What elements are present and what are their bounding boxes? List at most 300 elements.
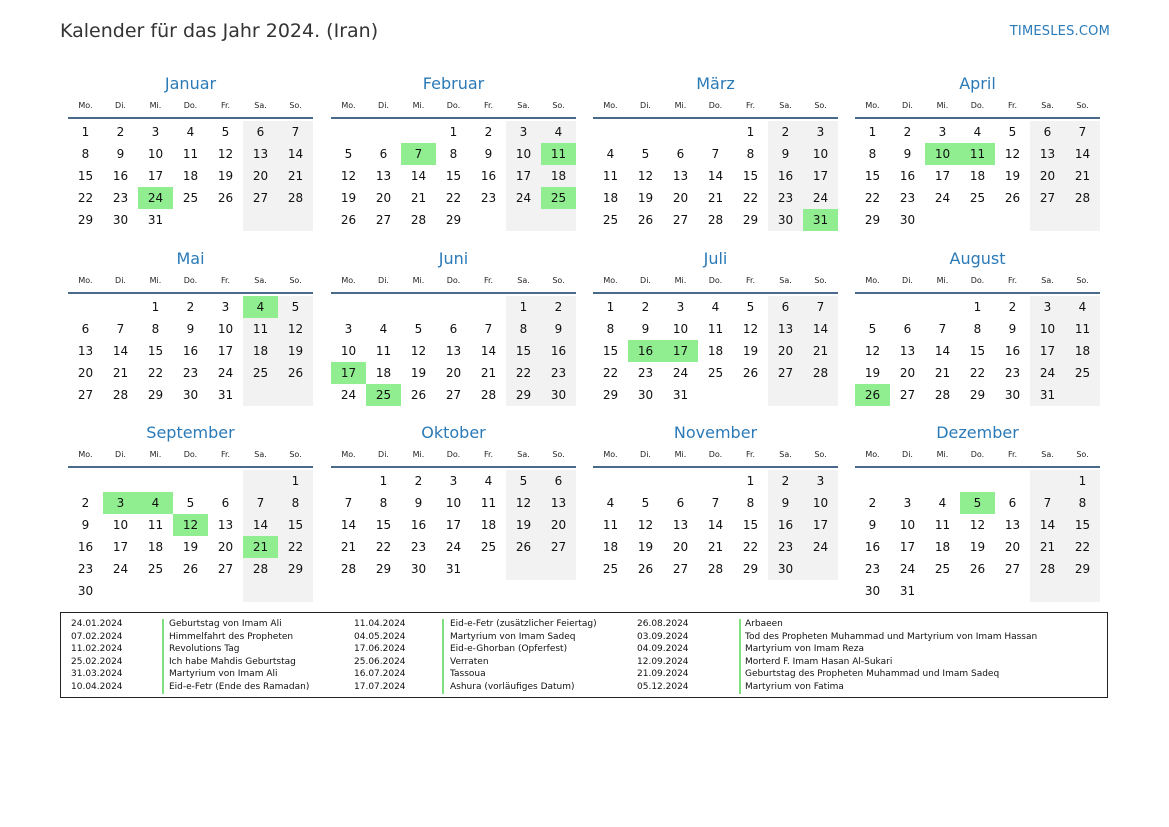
day-cell[interactable]: 7 [711, 496, 720, 510]
day-cell[interactable]: 1 [379, 474, 388, 488]
day-cell[interactable]: 30 [768, 558, 803, 580]
day-cell[interactable]: 5 [344, 147, 353, 161]
day-cell[interactable]: 11 [934, 518, 951, 532]
day-cell[interactable]: 10 [217, 322, 234, 336]
day-cell[interactable]: 2 [768, 121, 803, 143]
day-cell[interactable]: 29 [602, 388, 619, 402]
day-cell[interactable]: 28 [112, 388, 129, 402]
day-cell[interactable]: 29 [147, 388, 164, 402]
day-cell[interactable]: 21 [707, 191, 724, 205]
day-cell[interactable]: 8 [379, 496, 388, 510]
day-cell[interactable]: 2 [186, 300, 195, 314]
day-cell[interactable]: 8 [746, 496, 755, 510]
day-cell[interactable]: 14 [112, 344, 129, 358]
day-cell[interactable]: 3 [803, 470, 838, 492]
day-cell[interactable]: 7 [938, 322, 947, 336]
day-cell[interactable]: 7 [711, 147, 720, 161]
day-cell[interactable]: 18 [707, 344, 724, 358]
day-cell[interactable]: 28 [1030, 558, 1065, 580]
day-cell[interactable]: 21 [278, 165, 313, 187]
day-cell[interactable]: 30 [899, 213, 916, 227]
day-cell[interactable]: 13 [77, 344, 94, 358]
day-cell[interactable]: 7 [484, 322, 493, 336]
day-cell[interactable]: 14 [278, 143, 313, 165]
day-cell[interactable]: 9 [484, 147, 493, 161]
day-cell[interactable]: 2 [1008, 300, 1017, 314]
day-cell[interactable]: 9 [868, 518, 877, 532]
day-cell[interactable]: 19 [182, 540, 199, 554]
day-cell[interactable]: 6 [243, 121, 278, 143]
day-cell[interactable]: 26 [637, 562, 654, 576]
day-cell[interactable]: 1 [1065, 470, 1100, 492]
day-cell[interactable]: 26 [278, 362, 313, 384]
day-cell[interactable]: 22 [77, 191, 94, 205]
day-cell[interactable]: 1 [151, 300, 160, 314]
day-cell[interactable]: 3 [344, 322, 353, 336]
day-cell[interactable]: 4 [484, 474, 493, 488]
day-cell[interactable]: 3 [221, 300, 230, 314]
day-cell[interactable]: 13 [445, 344, 462, 358]
day-cell[interactable]: 26 [410, 388, 427, 402]
day-cell[interactable]: 19 [410, 366, 427, 380]
day-cell[interactable]: 4 [973, 125, 982, 139]
day-cell[interactable]: 6 [379, 147, 388, 161]
day-cell[interactable]: 9 [641, 322, 650, 336]
day-cell[interactable]: 15 [742, 518, 759, 532]
day-cell[interactable]: 24 [217, 366, 234, 380]
day-cell[interactable]: 31 [147, 213, 164, 227]
day-cell[interactable]: 9 [1008, 322, 1017, 336]
day-cell[interactable]: 8 [278, 492, 313, 514]
day-cell[interactable]: 2 [81, 496, 90, 510]
day-cell[interactable]: 3 [449, 474, 458, 488]
day-cell[interactable]: 16 [768, 165, 803, 187]
day-cell[interactable]: 19 [742, 344, 759, 358]
day-cell[interactable]: 30 [410, 562, 427, 576]
day-cell[interactable]: 20 [375, 191, 392, 205]
day-cell[interactable]: 4 [379, 322, 388, 336]
day-cell[interactable]: 30 [637, 388, 654, 402]
day-cell[interactable]: 20 [243, 165, 278, 187]
day-cell[interactable]: 3 [803, 121, 838, 143]
holiday-day-cell[interactable]: 11 [960, 143, 995, 165]
day-cell[interactable]: 27 [1030, 187, 1065, 209]
day-cell[interactable]: 5 [868, 322, 877, 336]
day-cell[interactable]: 7 [278, 121, 313, 143]
day-cell[interactable]: 28 [480, 388, 497, 402]
day-cell[interactable]: 12 [969, 518, 986, 532]
brand-link[interactable]: TIMESLES.COM [1009, 24, 1110, 39]
holiday-day-cell[interactable]: 21 [243, 536, 278, 558]
day-cell[interactable]: 21 [934, 366, 951, 380]
holiday-day-cell[interactable]: 11 [541, 143, 576, 165]
day-cell[interactable]: 30 [77, 584, 94, 598]
day-cell[interactable]: 11 [147, 518, 164, 532]
day-cell[interactable]: 6 [81, 322, 90, 336]
day-cell[interactable]: 13 [1030, 143, 1065, 165]
day-cell[interactable]: 21 [1030, 536, 1065, 558]
day-cell[interactable]: 31 [1030, 384, 1065, 406]
day-cell[interactable]: 28 [707, 213, 724, 227]
holiday-day-cell[interactable]: 17 [663, 340, 698, 362]
day-cell[interactable]: 10 [445, 496, 462, 510]
day-cell[interactable]: 5 [506, 470, 541, 492]
day-cell[interactable]: 6 [449, 322, 458, 336]
day-cell[interactable]: 22 [506, 362, 541, 384]
day-cell[interactable]: 14 [340, 518, 357, 532]
day-cell[interactable]: 26 [742, 366, 759, 380]
day-cell[interactable]: 28 [278, 187, 313, 209]
day-cell[interactable]: 24 [506, 187, 541, 209]
day-cell[interactable]: 3 [1030, 296, 1065, 318]
day-cell[interactable]: 1 [746, 474, 755, 488]
day-cell[interactable]: 19 [217, 169, 234, 183]
holiday-day-cell[interactable]: 26 [855, 384, 890, 406]
day-cell[interactable]: 24 [803, 187, 838, 209]
day-cell[interactable]: 21 [1065, 165, 1100, 187]
day-cell[interactable]: 24 [803, 536, 838, 558]
day-cell[interactable]: 2 [414, 474, 423, 488]
day-cell[interactable]: 18 [147, 540, 164, 554]
day-cell[interactable]: 14 [1030, 514, 1065, 536]
day-cell[interactable]: 1 [868, 125, 877, 139]
day-cell[interactable]: 1 [973, 300, 982, 314]
day-cell[interactable]: 2 [903, 125, 912, 139]
day-cell[interactable]: 17 [147, 169, 164, 183]
day-cell[interactable]: 27 [375, 213, 392, 227]
day-cell[interactable]: 18 [1065, 340, 1100, 362]
day-cell[interactable]: 10 [340, 344, 357, 358]
day-cell[interactable]: 20 [541, 514, 576, 536]
day-cell[interactable]: 6 [676, 147, 685, 161]
day-cell[interactable]: 16 [1004, 344, 1021, 358]
day-cell[interactable]: 4 [606, 496, 615, 510]
day-cell[interactable]: 31 [672, 388, 689, 402]
day-cell[interactable]: 13 [899, 344, 916, 358]
day-cell[interactable]: 23 [864, 562, 881, 576]
day-cell[interactable]: 8 [1065, 492, 1100, 514]
day-cell[interactable]: 11 [243, 318, 278, 340]
day-cell[interactable]: 28 [707, 562, 724, 576]
day-cell[interactable]: 4 [541, 121, 576, 143]
day-cell[interactable]: 20 [445, 366, 462, 380]
day-cell[interactable]: 12 [340, 169, 357, 183]
day-cell[interactable]: 13 [672, 518, 689, 532]
day-cell[interactable]: 22 [1065, 536, 1100, 558]
day-cell[interactable]: 12 [1004, 147, 1021, 161]
day-cell[interactable]: 13 [217, 518, 234, 532]
day-cell[interactable]: 16 [899, 169, 916, 183]
holiday-day-cell[interactable]: 12 [173, 514, 208, 536]
day-cell[interactable]: 1 [746, 125, 755, 139]
day-cell[interactable]: 17 [803, 165, 838, 187]
day-cell[interactable]: 21 [410, 191, 427, 205]
day-cell[interactable]: 30 [864, 584, 881, 598]
holiday-day-cell[interactable]: 5 [960, 492, 995, 514]
day-cell[interactable]: 29 [375, 562, 392, 576]
day-cell[interactable]: 6 [541, 470, 576, 492]
day-cell[interactable]: 11 [602, 169, 619, 183]
day-cell[interactable]: 15 [147, 344, 164, 358]
day-cell[interactable]: 24 [899, 562, 916, 576]
day-cell[interactable]: 9 [541, 318, 576, 340]
day-cell[interactable]: 15 [1065, 514, 1100, 536]
holiday-day-cell[interactable]: 4 [138, 492, 173, 514]
day-cell[interactable]: 14 [803, 318, 838, 340]
day-cell[interactable]: 1 [606, 300, 615, 314]
day-cell[interactable]: 7 [243, 492, 278, 514]
day-cell[interactable]: 16 [182, 344, 199, 358]
day-cell[interactable]: 14 [707, 518, 724, 532]
day-cell[interactable]: 26 [969, 562, 986, 576]
day-cell[interactable]: 10 [112, 518, 129, 532]
day-cell[interactable]: 5 [414, 322, 423, 336]
day-cell[interactable]: 28 [243, 558, 278, 580]
day-cell[interactable]: 25 [602, 213, 619, 227]
day-cell[interactable]: 7 [803, 296, 838, 318]
day-cell[interactable]: 13 [375, 169, 392, 183]
day-cell[interactable]: 20 [672, 191, 689, 205]
day-cell[interactable]: 28 [1065, 187, 1100, 209]
day-cell[interactable]: 16 [410, 518, 427, 532]
day-cell[interactable]: 28 [934, 388, 951, 402]
day-cell[interactable]: 7 [344, 496, 353, 510]
day-cell[interactable]: 30 [541, 384, 576, 406]
day-cell[interactable]: 22 [375, 540, 392, 554]
day-cell[interactable]: 26 [340, 213, 357, 227]
day-cell[interactable]: 19 [637, 540, 654, 554]
day-cell[interactable]: 19 [637, 191, 654, 205]
day-cell[interactable]: 27 [768, 362, 803, 384]
day-cell[interactable]: 18 [934, 540, 951, 554]
day-cell[interactable]: 10 [899, 518, 916, 532]
day-cell[interactable]: 22 [445, 191, 462, 205]
day-cell[interactable]: 17 [803, 514, 838, 536]
day-cell[interactable]: 30 [182, 388, 199, 402]
day-cell[interactable]: 25 [934, 562, 951, 576]
day-cell[interactable]: 9 [186, 322, 195, 336]
day-cell[interactable]: 9 [116, 147, 125, 161]
day-cell[interactable]: 9 [81, 518, 90, 532]
day-cell[interactable]: 29 [1065, 558, 1100, 580]
day-cell[interactable]: 7 [1065, 121, 1100, 143]
day-cell[interactable]: 19 [1004, 169, 1021, 183]
day-cell[interactable]: 9 [414, 496, 423, 510]
day-cell[interactable]: 26 [217, 191, 234, 205]
day-cell[interactable]: 5 [746, 300, 755, 314]
day-cell[interactable]: 25 [147, 562, 164, 576]
day-cell[interactable]: 28 [340, 562, 357, 576]
day-cell[interactable]: 4 [606, 147, 615, 161]
day-cell[interactable]: 21 [480, 366, 497, 380]
day-cell[interactable]: 27 [541, 536, 576, 558]
holiday-day-cell[interactable]: 31 [803, 209, 838, 231]
day-cell[interactable]: 6 [1030, 121, 1065, 143]
day-cell[interactable]: 19 [969, 540, 986, 554]
day-cell[interactable]: 3 [151, 125, 160, 139]
day-cell[interactable]: 28 [410, 213, 427, 227]
day-cell[interactable]: 15 [375, 518, 392, 532]
day-cell[interactable]: 18 [602, 191, 619, 205]
day-cell[interactable]: 25 [243, 362, 278, 384]
day-cell[interactable]: 28 [803, 362, 838, 384]
day-cell[interactable]: 23 [410, 540, 427, 554]
day-cell[interactable]: 2 [541, 296, 576, 318]
day-cell[interactable]: 5 [221, 125, 230, 139]
day-cell[interactable]: 16 [112, 169, 129, 183]
day-cell[interactable]: 29 [77, 213, 94, 227]
day-cell[interactable]: 12 [742, 322, 759, 336]
day-cell[interactable]: 11 [182, 147, 199, 161]
day-cell[interactable]: 21 [112, 366, 129, 380]
day-cell[interactable]: 18 [969, 169, 986, 183]
day-cell[interactable]: 19 [506, 514, 541, 536]
day-cell[interactable]: 8 [506, 318, 541, 340]
day-cell[interactable]: 6 [768, 296, 803, 318]
day-cell[interactable]: 25 [969, 191, 986, 205]
holiday-day-cell[interactable]: 25 [366, 384, 401, 406]
day-cell[interactable]: 15 [506, 340, 541, 362]
day-cell[interactable]: 16 [480, 169, 497, 183]
day-cell[interactable]: 12 [864, 344, 881, 358]
day-cell[interactable]: 11 [707, 322, 724, 336]
day-cell[interactable]: 6 [1008, 496, 1017, 510]
holiday-day-cell[interactable]: 10 [925, 143, 960, 165]
day-cell[interactable]: 18 [480, 518, 497, 532]
day-cell[interactable]: 30 [1004, 388, 1021, 402]
day-cell[interactable]: 25 [182, 191, 199, 205]
day-cell[interactable]: 25 [1065, 362, 1100, 384]
day-cell[interactable]: 25 [707, 366, 724, 380]
day-cell[interactable]: 8 [746, 147, 755, 161]
day-cell[interactable]: 20 [1004, 540, 1021, 554]
day-cell[interactable]: 10 [803, 492, 838, 514]
day-cell[interactable]: 2 [484, 125, 493, 139]
day-cell[interactable]: 17 [1030, 340, 1065, 362]
day-cell[interactable]: 14 [707, 169, 724, 183]
day-cell[interactable]: 15 [864, 169, 881, 183]
day-cell[interactable]: 12 [278, 318, 313, 340]
day-cell[interactable]: 23 [768, 187, 803, 209]
day-cell[interactable]: 9 [768, 492, 803, 514]
day-cell[interactable]: 8 [151, 322, 160, 336]
day-cell[interactable]: 8 [449, 147, 458, 161]
day-cell[interactable]: 17 [899, 540, 916, 554]
day-cell[interactable]: 8 [973, 322, 982, 336]
day-cell[interactable]: 10 [506, 143, 541, 165]
holiday-day-cell[interactable]: 24 [138, 187, 173, 209]
day-cell[interactable]: 14 [480, 344, 497, 358]
day-cell[interactable]: 25 [480, 540, 497, 554]
holiday-day-cell[interactable]: 16 [628, 340, 663, 362]
day-cell[interactable]: 21 [340, 540, 357, 554]
day-cell[interactable]: 18 [541, 165, 576, 187]
day-cell[interactable]: 23 [1004, 366, 1021, 380]
day-cell[interactable]: 18 [602, 540, 619, 554]
day-cell[interactable]: 31 [899, 584, 916, 598]
day-cell[interactable]: 23 [637, 366, 654, 380]
day-cell[interactable]: 15 [969, 344, 986, 358]
day-cell[interactable]: 11 [480, 496, 497, 510]
day-cell[interactable]: 13 [768, 318, 803, 340]
day-cell[interactable]: 20 [768, 340, 803, 362]
day-cell[interactable]: 22 [742, 191, 759, 205]
day-cell[interactable]: 25 [602, 562, 619, 576]
day-cell[interactable]: 24 [934, 191, 951, 205]
day-cell[interactable]: 3 [938, 125, 947, 139]
day-cell[interactable]: 14 [934, 344, 951, 358]
day-cell[interactable]: 3 [506, 121, 541, 143]
day-cell[interactable]: 13 [541, 492, 576, 514]
day-cell[interactable]: 17 [445, 518, 462, 532]
day-cell[interactable]: 27 [672, 213, 689, 227]
day-cell[interactable]: 23 [899, 191, 916, 205]
day-cell[interactable]: 9 [768, 143, 803, 165]
day-cell[interactable]: 26 [637, 213, 654, 227]
day-cell[interactable]: 8 [81, 147, 90, 161]
day-cell[interactable]: 14 [243, 514, 278, 536]
day-cell[interactable]: 5 [641, 147, 650, 161]
day-cell[interactable]: 15 [278, 514, 313, 536]
day-cell[interactable]: 5 [278, 296, 313, 318]
day-cell[interactable]: 29 [969, 388, 986, 402]
day-cell[interactable]: 6 [903, 322, 912, 336]
day-cell[interactable]: 11 [375, 344, 392, 358]
day-cell[interactable]: 2 [641, 300, 650, 314]
day-cell[interactable]: 24 [112, 562, 129, 576]
day-cell[interactable]: 14 [410, 169, 427, 183]
day-cell[interactable]: 13 [672, 169, 689, 183]
day-cell[interactable]: 19 [278, 340, 313, 362]
holiday-day-cell[interactable]: 25 [541, 187, 576, 209]
day-cell[interactable]: 19 [864, 366, 881, 380]
day-cell[interactable]: 8 [868, 147, 877, 161]
day-cell[interactable]: 27 [217, 562, 234, 576]
day-cell[interactable]: 29 [742, 562, 759, 576]
day-cell[interactable]: 27 [1004, 562, 1021, 576]
day-cell[interactable]: 12 [217, 147, 234, 161]
day-cell[interactable]: 12 [506, 492, 541, 514]
day-cell[interactable]: 18 [375, 366, 392, 380]
day-cell[interactable]: 10 [803, 143, 838, 165]
day-cell[interactable]: 24 [672, 366, 689, 380]
day-cell[interactable]: 1 [278, 470, 313, 492]
day-cell[interactable]: 3 [676, 300, 685, 314]
day-cell[interactable]: 1 [449, 125, 458, 139]
day-cell[interactable]: 2 [116, 125, 125, 139]
day-cell[interactable]: 23 [112, 191, 129, 205]
day-cell[interactable]: 16 [541, 340, 576, 362]
day-cell[interactable]: 5 [641, 496, 650, 510]
day-cell[interactable]: 5 [186, 496, 195, 510]
day-cell[interactable]: 23 [77, 562, 94, 576]
day-cell[interactable]: 20 [217, 540, 234, 554]
day-cell[interactable]: 15 [77, 169, 94, 183]
day-cell[interactable]: 16 [864, 540, 881, 554]
day-cell[interactable]: 22 [602, 366, 619, 380]
day-cell[interactable]: 4 [711, 300, 720, 314]
holiday-day-cell[interactable]: 7 [401, 143, 436, 165]
day-cell[interactable]: 7 [116, 322, 125, 336]
day-cell[interactable]: 10 [147, 147, 164, 161]
day-cell[interactable]: 11 [1065, 318, 1100, 340]
day-cell[interactable]: 2 [768, 470, 803, 492]
day-cell[interactable]: 27 [445, 388, 462, 402]
day-cell[interactable]: 17 [934, 169, 951, 183]
day-cell[interactable]: 22 [864, 191, 881, 205]
day-cell[interactable]: 26 [1004, 191, 1021, 205]
holiday-day-cell[interactable]: 3 [103, 492, 138, 514]
